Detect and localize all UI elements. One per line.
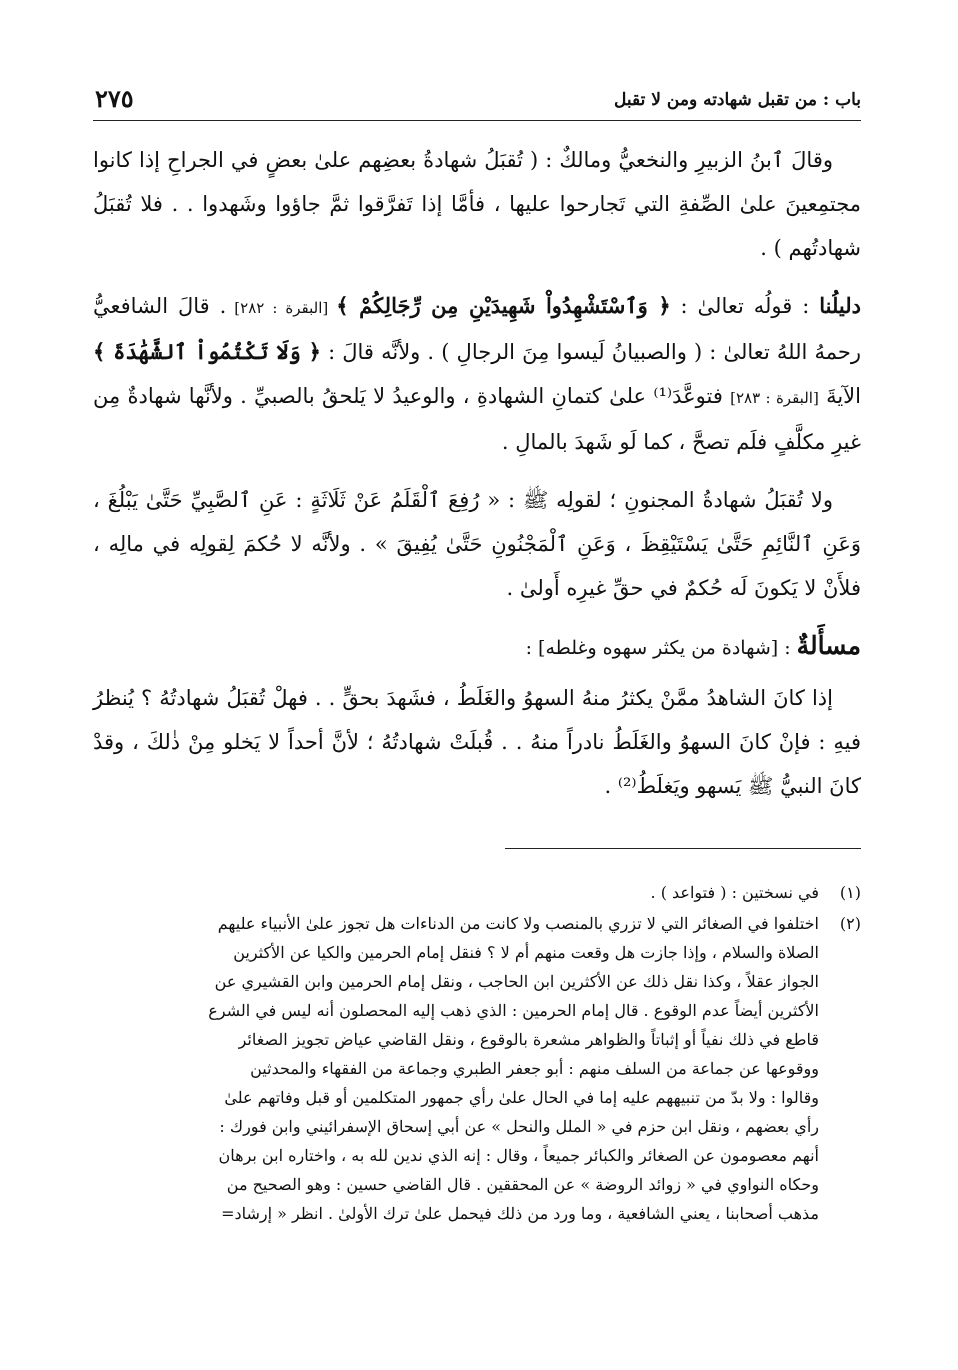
footnote-line: وقالوا : ولا بدّ من تنبيههم عليه إما في الحال علىٰ رأي جمهور المتكلمين أو قبل وفاتهم علىٰ bbox=[224, 1088, 819, 1107]
footnote-number: (١) bbox=[839, 883, 861, 902]
footnote-line: اختلفوا في الصغائر التي لا تزري بالمنصب ولا كانت من الدناءات هل تجوز علىٰ الأنبياء عليهم bbox=[217, 914, 819, 933]
page-header bbox=[93, 84, 861, 121]
paragraph-1: وقالَ ٱبنُ الزبيرِ والنخعيُّ ومالكٌ : ( تُقبَلُ شهادةُ بعضِهم علىٰ بعضٍ في الجراحِ إذا كانوا مجتمِعينَ علىٰ الصِّفةِ التي تَجارحوا عليها ، فأمَّا إذا تَفرَّقوا ثمَّ جاؤوا وشَهدوا . . فلا تُقبَلُ شهادتُهم ) . bbox=[93, 148, 861, 260]
footnote-2 bbox=[93, 909, 861, 1228]
footnote-line: وحكاه النواوي في « زوائد الروضة » عن المحققين . قال القاضي حسين : وهو الصحيح من bbox=[226, 1175, 819, 1194]
footnote-separator bbox=[505, 848, 861, 849]
paragraph-2-text-c: الآيةَ bbox=[818, 384, 861, 408]
section-heading bbox=[93, 624, 861, 670]
paragraph-2-text-d: فتوعَّدَ⁽¹⁾ علىٰ كتمانِ الشهادةِ ، والوعيدُ لا يَلحقُ بالصبيِّ . ولأنَّها شهادةٌ مِن غيرِ مكلَّفٍ فلَم تصحَّ ، كما لَو شَهدَ بالمالِ . bbox=[93, 384, 861, 454]
paragraph-2-text-a: : قولُه تعالىٰ : bbox=[670, 294, 820, 318]
footnote-line: مذهب أصحابنا ، يعني الشافعية ، وما ورد من ذلك فيحمل علىٰ ترك الأولىٰ . انظر « إرشاد= bbox=[221, 1204, 819, 1223]
footnotes bbox=[93, 878, 861, 1230]
verse-reference-2: [البقرة : ٢٨٣] bbox=[730, 389, 819, 407]
footnote-line: الجواز عقلاً ، وكذا نقل ذلك عن الأكثرين ابن الحاجب ، ونقل إمام الحرمين وابن القشيري عن bbox=[214, 972, 819, 991]
footnote-line: ووقوعها عن جماعة من السلف منهم : أبو جعفر الطبري وجماعة من الفقهاء والمحدثين bbox=[250, 1059, 819, 1078]
paragraph-2-text-b: . قالَ الشافعيُّ رحمهُ اللهُ تعالىٰ : ( والصبيانُ لَيسوا مِنَ الرجالِ ) . ولأنَّه قالَ : bbox=[93, 294, 862, 364]
quran-verse-1: ﴿ وَٱسْتَشْهِدُواْ شَهِيدَيْنِ مِن رِّجَالِكُمْ ﴾ bbox=[336, 293, 671, 318]
main-text bbox=[93, 138, 861, 822]
verse-reference-1: [البقرة : ٢٨٢] bbox=[226, 299, 337, 317]
paragraph-4: إذا كانَ الشاهدُ ممَّنْ يكثرُ منهُ السهوُ والغَلَطُ ، فشَهدَ بحقٍّ . . فهلْ تُقبَلُ شهادتُهُ ؟ يُنظرُ فيهِ : فإنْ كانَ السهوُ والغَلَطُ نادراً منهُ . . قُبلَتْ شهادتُهُ ؛ لأنَّ أحداً لا يَخلو مِنْ ذٰلكَ ، وقدْ كانَ النبيُّ ﷺ يَسهو ويَغلَطُ⁽²⁾ . bbox=[93, 686, 861, 798]
footnote-line: الصلاة والسلام ، وإذا جازت هل وقعت منهم أم لا ؟ فنقل إمام الحرمين والكيا عن الأكثرين bbox=[233, 943, 819, 962]
page-number: ٢٧٥ bbox=[95, 84, 134, 113]
footnote-line: في نسختين : ( فتواعد ) . bbox=[650, 883, 819, 902]
footnote-line: أنهم معصومون عن الصغائر والكبائر جميعاً ، وقال : إنه الذي ندين لله به ، واختاره ابن برهان bbox=[218, 1146, 819, 1165]
quran-verse-2: ﴿ وَلَا تَكْتُمُواْ ٱلشَّهَٰدَةَ ﴾ bbox=[93, 339, 321, 364]
section-heading-title: : [شهادة من يكثر سهوه وغلطه] : bbox=[525, 637, 797, 659]
paragraph-3: ولا تُقبَلُ شهادةُ المجنونِ ؛ لقولِه ﷺ : « رُفِعَ ٱلْقَلَمُ عَنْ ثَلَاثَةٍ : عَنِ ٱلصَّبِيِّ حَتَّىٰ يَبْلُغَ ، وَعَنِ ٱلنَّائِمِ حَتَّىٰ يَسْتَيْقِظَ ، وَعَنِ ٱلْمَجْنُونِ حَتَّىٰ يُفِيقَ » . ولأنَّه لا حُكمَ لِقولِه في مالِه ، فلأَنْ لا يَكونَ لَه حُكمٌ في حقِّ غيرِه أَولىٰ . bbox=[93, 488, 861, 600]
running-title: باب : من تقبل شهادته ومن لا تقبل bbox=[614, 90, 861, 110]
paragraph-lead-word: دليلُنا bbox=[819, 293, 861, 318]
section-heading-word: مسأَلةٌ bbox=[796, 631, 861, 660]
footnote-1 bbox=[93, 878, 861, 907]
footnote-line: قاطع في ذلك نفياً أو إثباتاً والظواهر مشعرة بالوقوع ، ونقل القاضي عياض تجويز الصغائر bbox=[238, 1030, 819, 1049]
footnote-number: (٢) bbox=[839, 914, 861, 933]
footnote-text bbox=[93, 878, 819, 907]
footnote-line: رأي بعضهم ، ونقل ابن حزم في « الملل والنحل » عن أبي إسحاق الإسفرائيني وابن فورك : bbox=[219, 1117, 819, 1136]
footnote-line: الأكثرين أيضاً عدم الوقوع . قال إمام الحرمين : الذي ذهب إليه المحصلون أنه ليس في الشرع bbox=[208, 1001, 819, 1020]
footnote-text bbox=[93, 909, 819, 1228]
paragraph-2 bbox=[93, 284, 861, 464]
